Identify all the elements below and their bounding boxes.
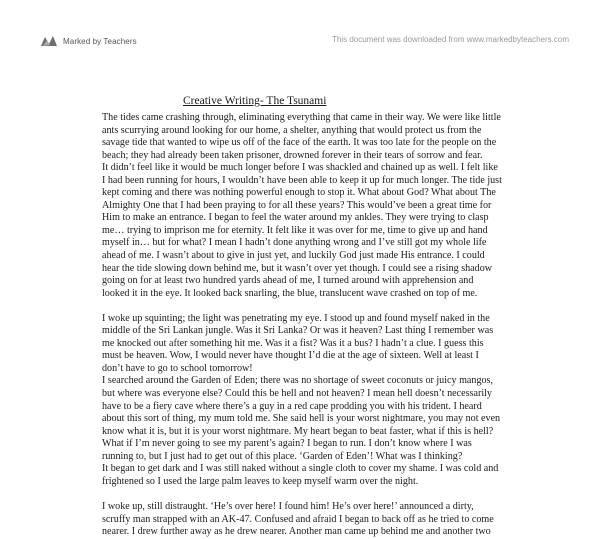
page-header xyxy=(0,0,612,62)
text-line: running to, but I just had to get out of this place. ‘Garden of Eden’! What was I thinking? xyxy=(102,450,463,462)
text-line: I woke up squinting; the light was penetrating my eye. I stood up and found myself naked in the xyxy=(102,312,490,324)
text-line: The tides came crashing through, eliminating everything that came in their way. We were like little xyxy=(102,112,501,123)
paragraph-3 xyxy=(102,501,602,539)
text-line: Almighty One that I had been praying to for all these years? This would’ve been a great time for xyxy=(102,199,492,211)
logo-text: Marked by Teachers xyxy=(63,36,137,46)
text-line: me… trying to imprison me for eternity. It felt like it was over for me, time to give up and hand xyxy=(102,224,488,236)
paragraph-2 xyxy=(102,313,602,489)
site-logo[interactable] xyxy=(40,34,137,48)
marked-by-teachers-logo-icon xyxy=(40,34,58,48)
text-line: I had been running for hours, I wouldn’t have been able to keep it up for much longer. The tide just xyxy=(102,174,502,186)
text-line: don’t have to go to school tomorrow! xyxy=(102,362,253,374)
text-line: ahead of me. I wasn’t about to give in just yet, and luckily God just made His entrance. I could xyxy=(102,250,485,262)
text-line: ants scurrying around looking for our home, a shelter, anything that would protect us from the xyxy=(102,124,482,136)
text-line: What if I’m never going to see my parent’s again? I began to run. I don’t know where I was xyxy=(102,438,472,450)
text-line: kept coming and there was nothing powerful enough to stop it. What about God? What about The xyxy=(102,187,496,199)
text-line: scruffy man strapped with an AK-47. Confused and afraid I began to back off as he tried to come xyxy=(102,513,494,525)
document-body xyxy=(102,112,602,539)
text-line: must be heaven. Wow, I would never have thought I’d die at the age of sixteen. Well at least I xyxy=(102,350,479,362)
text-line: nearer. I drew further away as he drew nearer. Another man came up behind me and another two xyxy=(102,526,491,538)
text-line: hear the tide slowing down behind me, but it wasn’t over yet though. I could see a rising shadow xyxy=(102,262,493,274)
text-line: have to be a fiery cave where there’s a guy in a red cape prodding you with his trident. I heard xyxy=(102,400,482,412)
text-line: I searched around the Garden of Eden; there was no shortage of sweet coconuts or juicy mangos, xyxy=(102,375,493,387)
document-title: Creative Writing- The Tsunami xyxy=(183,95,327,107)
text-line: Him to make an entrance. I began to feel the water around my ankles. They were trying to clasp xyxy=(102,212,489,224)
text-line: going on for at least two hundred yards ahead of me, I turned around with apprehension and xyxy=(102,275,474,287)
text-line: I woke up, still distraught. ‘He’s over here! I found him! He’s over here!’ announced a dirty, xyxy=(102,500,474,512)
text-line: me knocked out after something hit me. Was it a fist? Was it a bus? I hadn’t a clue. I guess this xyxy=(102,337,484,349)
text-line: myself in… but for what? I mean I hadn’t done anything wrong and I’ve still got my whole life xyxy=(102,237,487,249)
text-line: frightened so I used the large palm leaves to keep myself warm over the night. xyxy=(102,475,419,487)
paragraph-1 xyxy=(102,112,602,300)
text-line: about this sort of thing, my mum told me. She said hell is your worst nightmare, you may not even xyxy=(102,413,501,425)
text-line: It began to get dark and I was still naked without a single cloth to cover my shame. I was cold and xyxy=(102,463,499,475)
paragraph-gap xyxy=(102,300,602,313)
text-line: It didn’t feel like it would be much longer before I was shackled and chained up as well. I felt like xyxy=(102,162,498,174)
text-line: looked it in the eye. It looked back snarling, the blue, translucent wave crashed on top of me. xyxy=(102,287,478,299)
text-line: middle of the Sri Lankan jungle. Was it Sri Lanka? Or was it heaven? Last thing I remember was xyxy=(102,325,494,337)
text-line: beach; they had already been taken prisoner, drowned forever in their tears of sorrow and fear. xyxy=(102,149,483,161)
text-line: but where was everyone else? Could this be hell and not heaven? I mean hell doesn’t necessarily xyxy=(102,388,492,400)
download-notice: This document was downloaded from www.markedbyteachers.com xyxy=(332,35,569,44)
text-line: savage tide that wanted to wipe us off of the face of the earth. It was too late for the people on the xyxy=(102,137,497,149)
text-line: know what it is, but it is your worst nightmare. My heart began to beat faster, what if this is hell? xyxy=(102,425,494,437)
paragraph-gap xyxy=(102,488,602,501)
